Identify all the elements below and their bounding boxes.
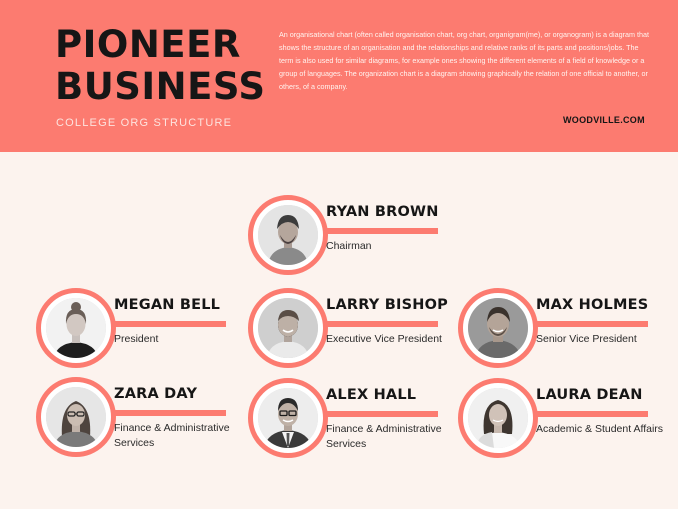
org-card-laura-dean (458, 378, 678, 458)
person-photo-icon (46, 298, 106, 358)
person-role: Chairman (326, 240, 372, 252)
person-name: LARRY BISHOP (326, 297, 448, 313)
person-role: Finance & Administrative Services (326, 423, 442, 450)
avatar (468, 298, 528, 358)
avatar-ring (36, 377, 116, 457)
avatar-ring (248, 288, 328, 368)
avatar (258, 205, 318, 265)
person-role: Finance & Administrative Services (114, 422, 230, 449)
avatar-ring (248, 378, 328, 458)
person-photo-icon (46, 387, 106, 447)
person-role: Academic & Student Affairs (536, 423, 664, 435)
avatar (258, 388, 318, 448)
person-role: President (114, 333, 159, 345)
person-role: Senior Vice President (536, 333, 637, 345)
person-photo-icon (258, 298, 318, 358)
avatar-ring (248, 195, 328, 275)
person-name: MEGAN BELL (114, 297, 221, 313)
org-card-megan-bell (36, 288, 266, 368)
title-line-1: PIONEER (55, 23, 241, 66)
org-card-alex-hall (248, 378, 478, 458)
avatar (258, 298, 318, 358)
person-name: MAX HOLMES (536, 297, 649, 313)
website-link[interactable]: WOODVILLE.COM (563, 115, 645, 125)
avatar (46, 298, 106, 358)
org-card-larry-bishop (248, 288, 478, 368)
org-card-max-holmes (458, 288, 678, 368)
org-card-zara-day (36, 377, 266, 457)
person-photo-icon (258, 388, 318, 448)
person-name: ALEX HALL (326, 387, 417, 403)
person-photo-icon (258, 205, 318, 265)
person-role: Executive Vice President (326, 333, 442, 345)
avatar-ring (458, 378, 538, 458)
person-name: ZARA DAY (114, 386, 198, 402)
page-subtitle: COLLEGE ORG STRUCTURE (56, 117, 233, 129)
description-text: An organisational chart (often called organisation chart, org chart, organigram(me), or organogram) is a diagram that shows the structure of an organisation and the relationships and relative ranks of its parts and positions/jobs. The term is also used for similar diagrams, for example ones showing the different elements of a field of knowledge or a group of languages. The organization chart is a diagram showing graphically the relation of one official to another, or others, of a company. (279, 30, 649, 91)
person-photo-icon (468, 388, 528, 448)
avatar-ring (458, 288, 538, 368)
person-name: RYAN BROWN (326, 204, 439, 220)
title-line-2: BUSINESS (55, 65, 266, 108)
header-banner (0, 0, 678, 152)
avatar (46, 387, 106, 447)
person-photo-icon (468, 298, 528, 358)
person-name: LAURA DEAN (536, 387, 643, 403)
page-title (55, 24, 266, 108)
avatar (468, 388, 528, 448)
org-card-ryan-brown (248, 195, 478, 275)
avatar-ring (36, 288, 116, 368)
